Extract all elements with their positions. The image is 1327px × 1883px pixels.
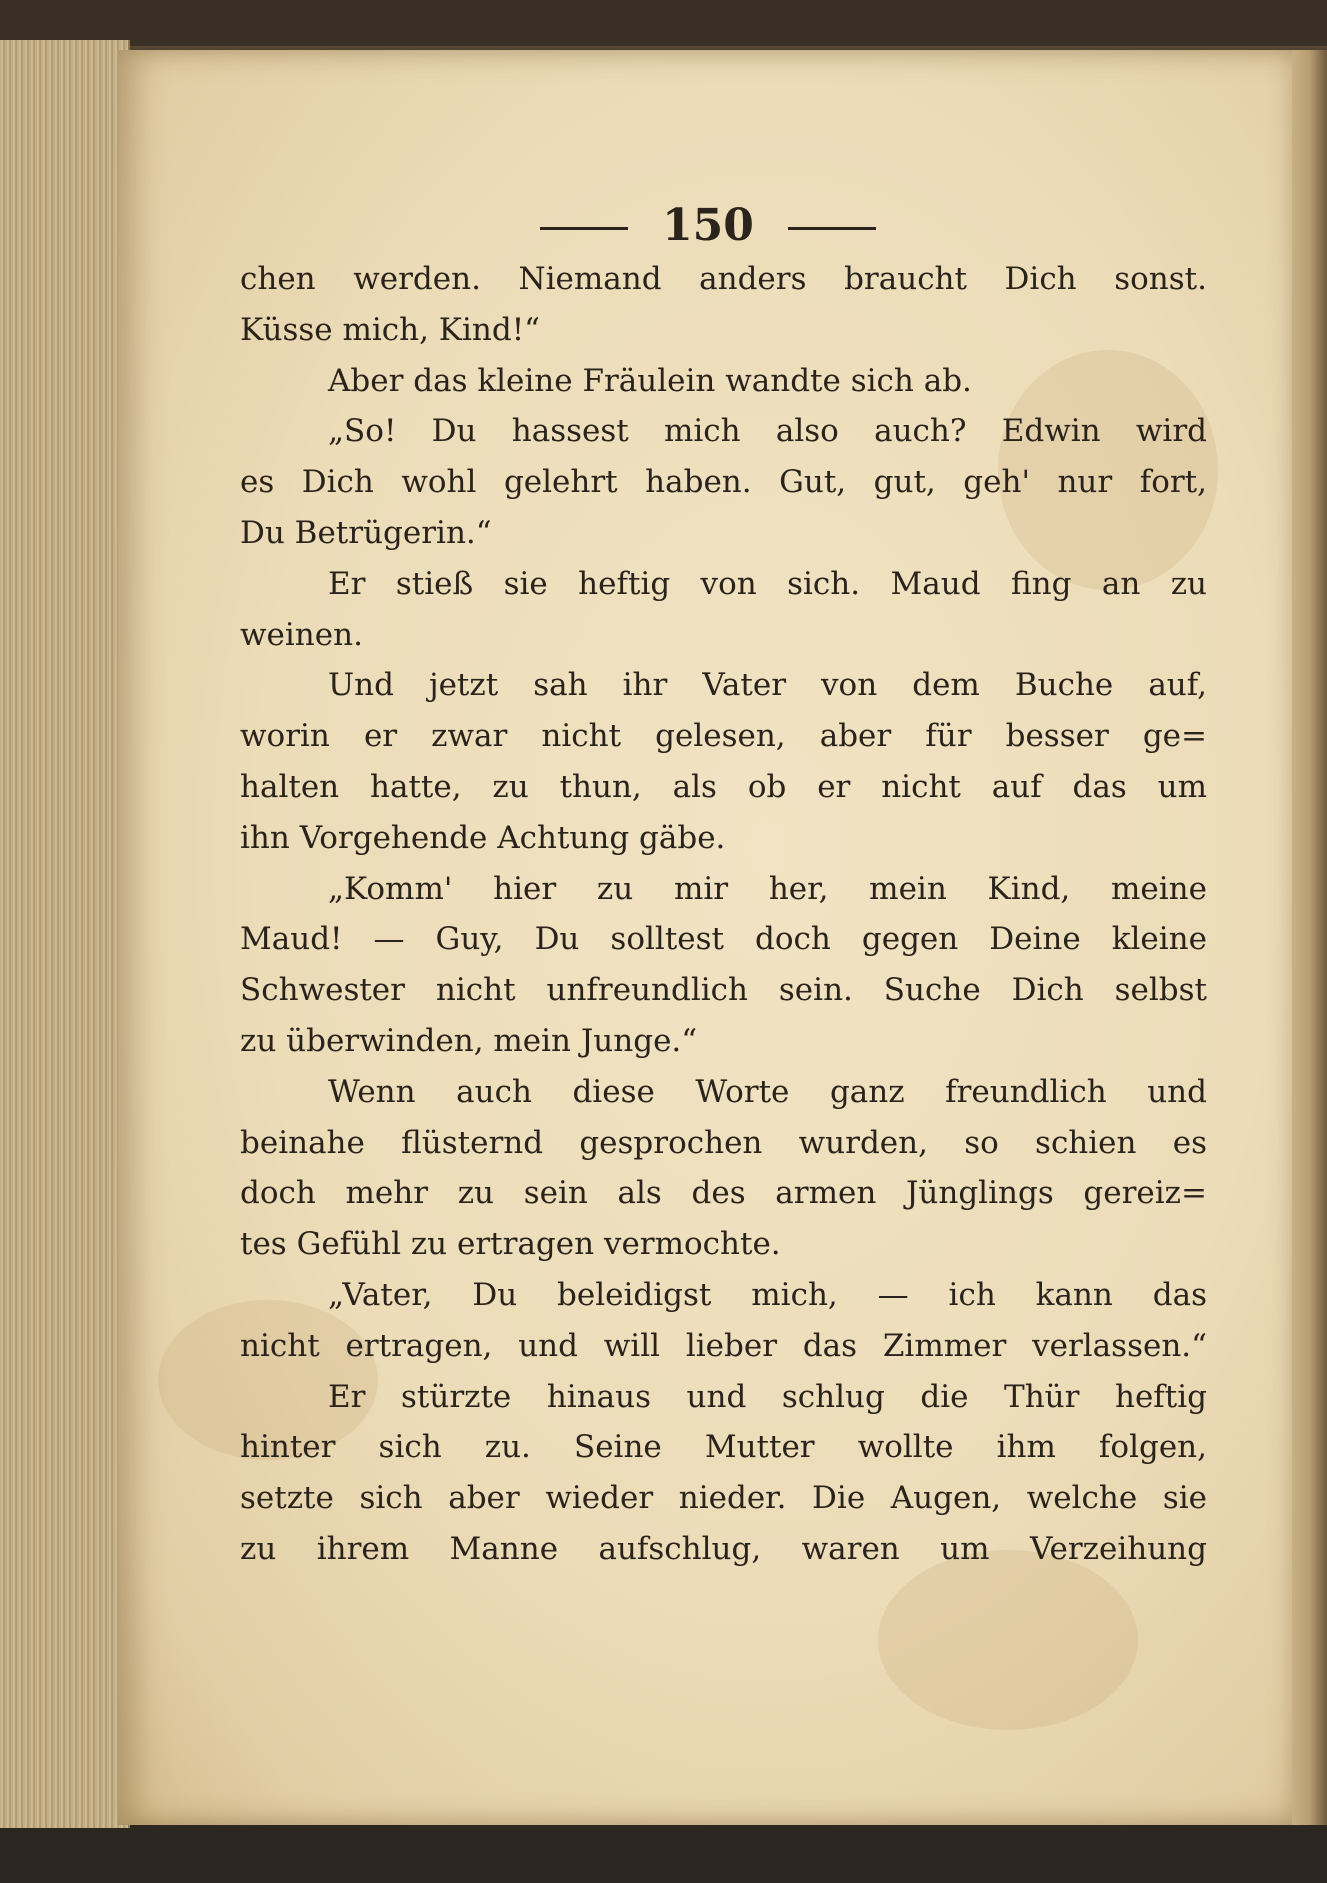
text-line: Und jetzt sah ihr Vater von dem Buche auf, [328, 667, 1207, 704]
text-line: hinter sich zu. Seine Mutter wollte ihm folgen, [240, 1429, 1207, 1466]
text-line: weinen. [240, 616, 363, 653]
text-line: worin er zwar nicht gelesen, aber für besser ge= [240, 718, 1207, 755]
text-line: Er stieß sie heftig von sich. Maud fing an zu [328, 565, 1207, 602]
text-line: Wenn auch diese Worte ganz freundlich und [328, 1073, 1207, 1110]
text-line: zu überwinden, mein Junge.“ [240, 1022, 698, 1059]
header-dash-left [540, 227, 628, 230]
page-edge-right [1292, 50, 1327, 1825]
page-number: 150 [662, 200, 754, 251]
text-line: „Vater, Du beleidigst mich, — ich kann das [328, 1276, 1207, 1313]
text-line: Du Betrügerin.“ [240, 514, 492, 551]
book-cover-bottom [0, 1828, 1327, 1883]
text-line: Schwester nicht unfreundlich sein. Suche Dich selbst [240, 972, 1207, 1009]
text-line: es Dich wohl gelehrt haben. Gut, gut, geh' nur fort, [240, 464, 1207, 501]
text-line: ihn Vorgehende Achtung gäbe. [240, 819, 726, 856]
text-line: zu ihrem Manne aufschlug, waren um Verzeihung [240, 1530, 1207, 1567]
text-line: Er stürzte hinaus und schlug die Thür heftig [328, 1378, 1207, 1415]
page-edges-left [0, 40, 130, 1830]
header-dash-right [788, 227, 876, 230]
text-line: beinahe flüsternd gesprochen wurden, so schien es [240, 1124, 1207, 1161]
text-line: „So! Du hassest mich also auch? Edwin wird [328, 413, 1207, 450]
text-line: setzte sich aber wieder nieder. Die Augen, welche sie [240, 1480, 1207, 1517]
text-line: halten hatte, zu thun, als ob er nicht auf das um [240, 768, 1207, 805]
text-line: tes Gefühl zu ertragen vermochte. [240, 1226, 781, 1263]
text-line: Maud! — Guy, Du solltest doch gegen Deine kleine [240, 921, 1207, 958]
text-line: „Komm' hier zu mir her, mein Kind, meine [328, 870, 1207, 907]
text-line: Küsse mich, Kind!“ [240, 311, 540, 348]
body-text [240, 254, 1207, 1575]
text-line: doch mehr zu sein als des armen Jünglings gereiz= [240, 1175, 1207, 1212]
page-header [118, 200, 1298, 251]
text-line: chen werden. Niemand anders braucht Dich sonst. [240, 261, 1207, 297]
book-cover-top [0, 0, 1327, 46]
text-line: Aber das kleine Fräulein wandte sich ab. [328, 362, 972, 399]
text-line: nicht ertragen, und will lieber das Zimmer verlassen.“ [240, 1327, 1207, 1364]
paper-stain [878, 1550, 1138, 1730]
